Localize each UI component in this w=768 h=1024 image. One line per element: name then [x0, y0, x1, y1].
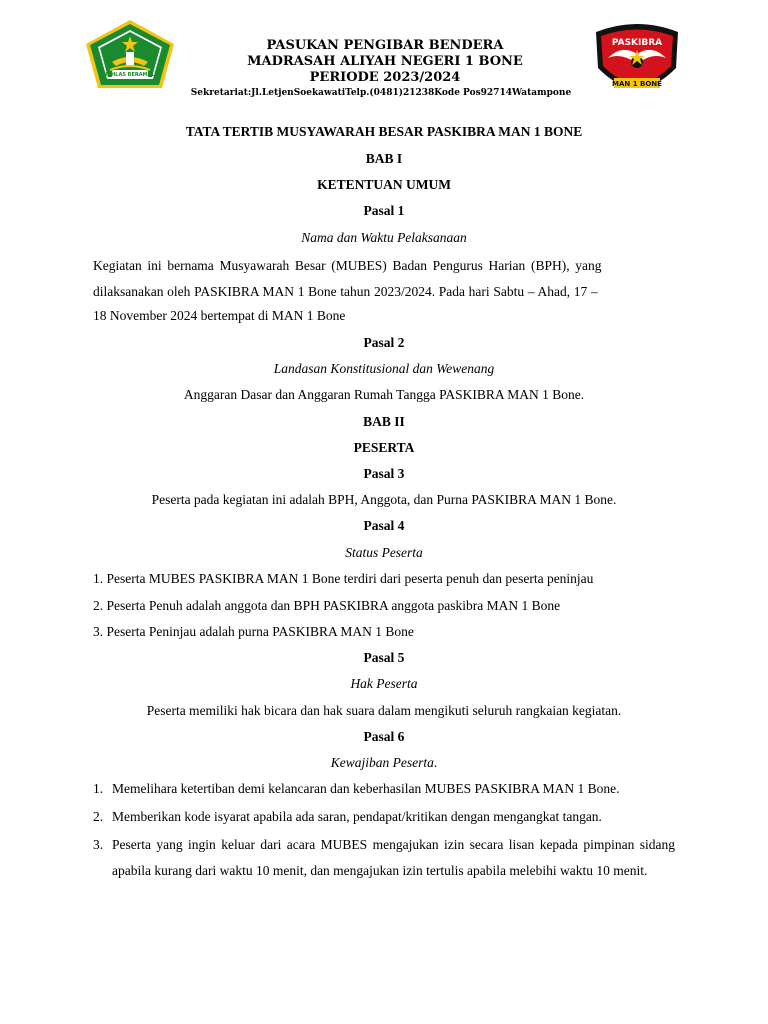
pasal-6-subtitle-period: . [433, 755, 438, 770]
svg-text:IKHLAS BERAMAL: IKHLAS BERAMAL [105, 72, 155, 78]
pasal-4-item-1: 1. Peserta MUBES PASKIBRA MAN 1 Bone terdiri dari peserta penuh dan peserta peninjau [93, 571, 594, 586]
letterhead-address: Sekretariat:Jl.LetjenSoekawatiTelp.(0481)21238Kode Pos92714Watampone [190, 88, 572, 98]
pasal-1-text-line-2: dilaksanakan oleh PASKIBRA MAN 1 Bone tahun 2023/2024. Pada hari Sabtu – Ahad, 17 – [93, 284, 598, 299]
pasal-1-subtitle: Nama dan Waktu Pelaksanaan [301, 230, 467, 245]
list-item-text: Memberikan kode isyarat apabila ada saran, pendapat/kritikan dengan mengangkat tangan. [112, 809, 602, 824]
list-item [93, 776, 675, 802]
pasal-4-subtitle: Status Peserta [345, 545, 423, 560]
pasal-4-label: Pasal 4 [363, 518, 405, 533]
list-item [93, 832, 675, 884]
pasal-1-text-line-3: 18 November 2024 bertempat di MAN 1 Bone [93, 308, 346, 323]
pasal-1-text-line-1: Kegiatan ini bernama Musyawarah Besar (MUBES) Badan Pengurus Harian (BPH), yang [93, 258, 602, 273]
list-item-text: Peserta yang ingin keluar dari acara MUBES mengajukan izin secara lisan kepada pimpinan sidang apabila kurang dari waktu 10 menit, dan mengajukan izin tertulis apabila melebihi waktu 10 menit. [112, 837, 675, 878]
pasal-4-item-3: 3. Peserta Peninjau adalah purna PASKIBRA MAN 1 Bone [93, 624, 414, 639]
paskibra-logo-icon [588, 18, 686, 102]
document-title: TATA TERTIB MUSYAWARAH BESAR PASKIBRA MAN 1 BONE [185, 124, 583, 139]
pasal-6-subtitle [93, 753, 675, 773]
list-item-text: Memelihara ketertiban demi kelancaran dan keberhasilan MUBES PASKIBRA MAN 1 Bone. [112, 781, 620, 796]
list-item-number: 3. [93, 837, 104, 852]
pasal-5-subtitle: Hak Peserta [350, 676, 418, 691]
letterhead-line-2: MADRASAH ALIYAH NEGERI 1 BONE [247, 54, 523, 69]
pasal-5-text: Peserta memiliki hak bicara dan hak suara dalam mengikuti seluruh rangkaian kegiatan. [146, 703, 622, 718]
pasal-1-label: Pasal 1 [363, 203, 405, 218]
pasal-2-subtitle: Landasan Konstitusional dan Wewenang [273, 361, 495, 376]
pasal-2-label: Pasal 2 [363, 335, 405, 350]
bab-1-heading: KETENTUAN UMUM [317, 177, 451, 192]
list-item-number: 2. [93, 809, 104, 824]
letterhead-line-3: PERIODE 2023/2024 [309, 70, 461, 85]
letterhead-line-1: PASUKAN PENGIBAR BENDERA [266, 38, 504, 53]
letterhead [180, 38, 590, 100]
pasal-2-text: Anggaran Dasar dan Anggaran Rumah Tangga PASKIBRA MAN 1 Bone. [183, 387, 585, 402]
bab-1-label: BAB I [365, 151, 403, 166]
pasal-6-label: Pasal 6 [363, 729, 405, 744]
svg-text:MAN 1 BONE: MAN 1 BONE [612, 80, 662, 88]
pasal-3-label: Pasal 3 [363, 466, 405, 481]
pasal-3-text: Peserta pada kegiatan ini adalah BPH, Anggota, dan Purna PASKIBRA MAN 1 Bone. [151, 492, 617, 507]
pasal-6-subtitle-text: Kewajiban Peserta [330, 755, 434, 770]
pasal-5-label: Pasal 5 [363, 650, 405, 665]
pasal-4-item-2: 2. Peserta Penuh adalah anggota dan BPH PASKIBRA anggota paskibra MAN 1 Bone [93, 598, 561, 613]
bab-2-label: BAB II [363, 414, 405, 429]
svg-text:PASKIBRA: PASKIBRA [611, 38, 663, 48]
list-item [93, 804, 675, 830]
list-item-number: 1. [93, 781, 104, 796]
bab-2-heading: PESERTA [353, 440, 415, 455]
pasal-6-list [93, 776, 675, 884]
kemenag-logo-icon [82, 18, 178, 90]
